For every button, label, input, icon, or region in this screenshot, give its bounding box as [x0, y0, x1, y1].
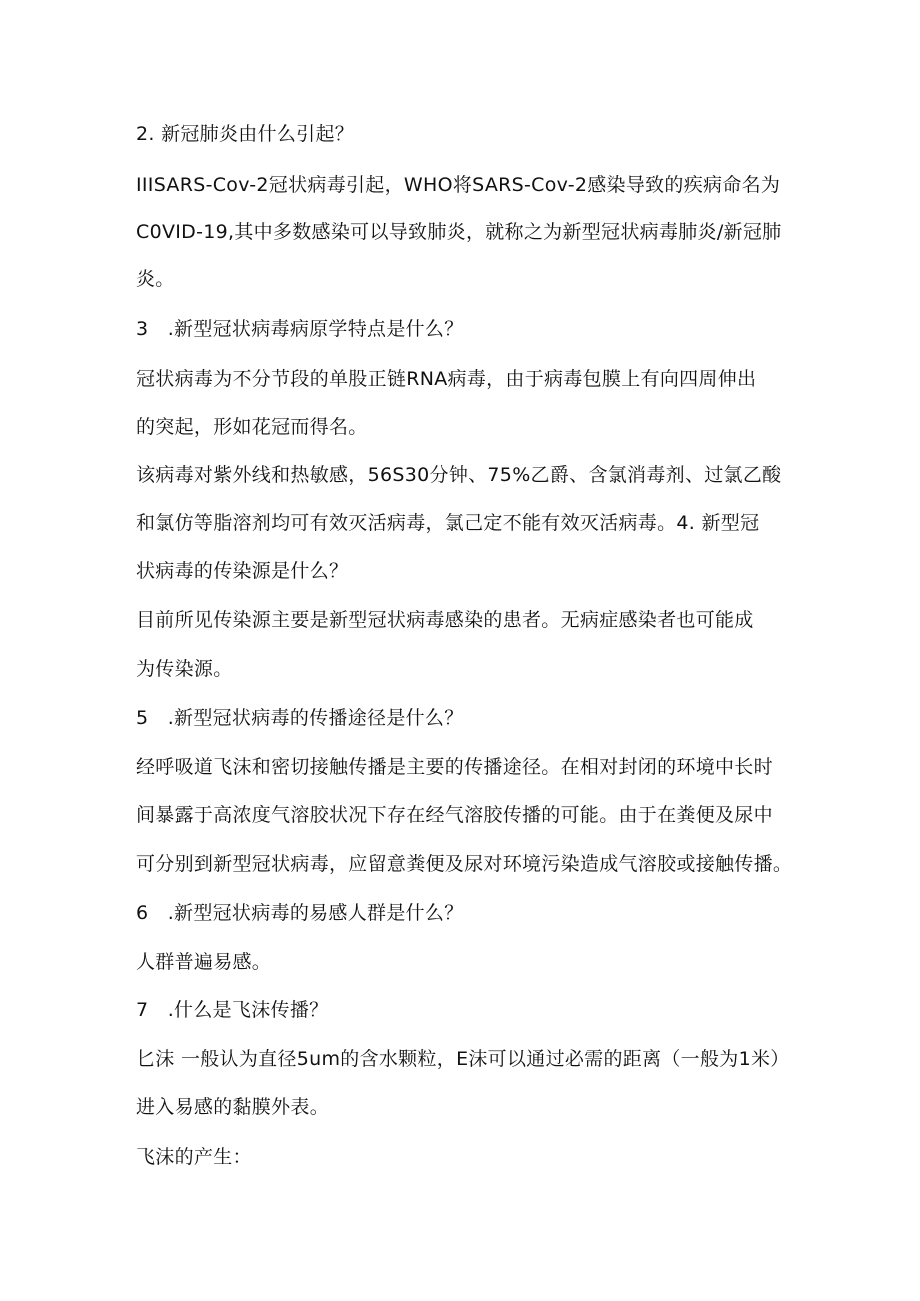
paragraph-line: 可分别到新型冠状病毒，应留意粪便及尿对环境污染造成气溶胶或接触传播。 — [136, 853, 793, 875]
paragraph-line: 经呼吸道飞沫和密切接触传播是主要的传播途径。在相对封闭的环境中长时 — [136, 756, 773, 778]
paragraph-line: 人群普遍易感。 — [136, 951, 272, 973]
paragraph-line: 的突起，形如花冠而得名。 — [136, 416, 368, 438]
heading-q6: 6 .新型冠状病毒的易感人群是什么？ — [136, 902, 464, 924]
paragraph-line: 为传染源。 — [136, 658, 233, 680]
paragraph-line: 间暴露于高浓度气溶胶状况下存在经气溶胶传播的可能。由于在粪便及尿中 — [136, 804, 773, 826]
paragraph-line: 状病毒的传染源是什么？ — [136, 560, 349, 582]
paragraph-line: 冠状病毒为不分节段的单股正链RNA病毒，由于病毒包膜上有向四周伸出 — [136, 368, 757, 390]
paragraph-line: 匕沫 一般认为直径5um的含水颗粒，E沫可以通过必需的距离（一般为1米） — [136, 1048, 790, 1070]
paragraph-line: 目前所见传染源主要是新型冠状病毒感染的患者。无病症感染者也可能成 — [136, 609, 754, 631]
paragraph-line: 炎。 — [136, 268, 175, 290]
paragraph-line: 飞沫的产生： — [136, 1146, 252, 1168]
paragraph-line: 和氯仿等脂溶剂均可有效灭活病毒，氯己定不能有效灭活病毒。4. 新型冠 — [136, 512, 760, 534]
paragraph-line: 进入易感的黏膜外表。 — [136, 1096, 330, 1118]
paragraph-line: C0VID-19,其中多数感染可以导致肺炎，就称之为新型冠状病毒肺炎/新冠肺 — [136, 221, 782, 243]
heading-q7: 7 .什么是飞沫传播？ — [136, 999, 329, 1021]
heading-q5: 5 .新型冠状病毒的传播途径是什么？ — [136, 707, 464, 729]
paragraph-line: 该病毒对紫外线和热敏感，56S30分钟、75%乙爵、含氯消毒剂、过氯乙酸 — [136, 464, 782, 486]
paragraph-line: IIISARS-Cov-2冠状病毒引起，WHO将SARS-Cov-2感染导致的疾病命名为 — [136, 174, 781, 196]
heading-q3: 3 .新型冠状病毒病原学特点是什么？ — [136, 318, 464, 340]
heading-q2: 2. 新冠肺炎由什么引起？ — [136, 123, 355, 145]
